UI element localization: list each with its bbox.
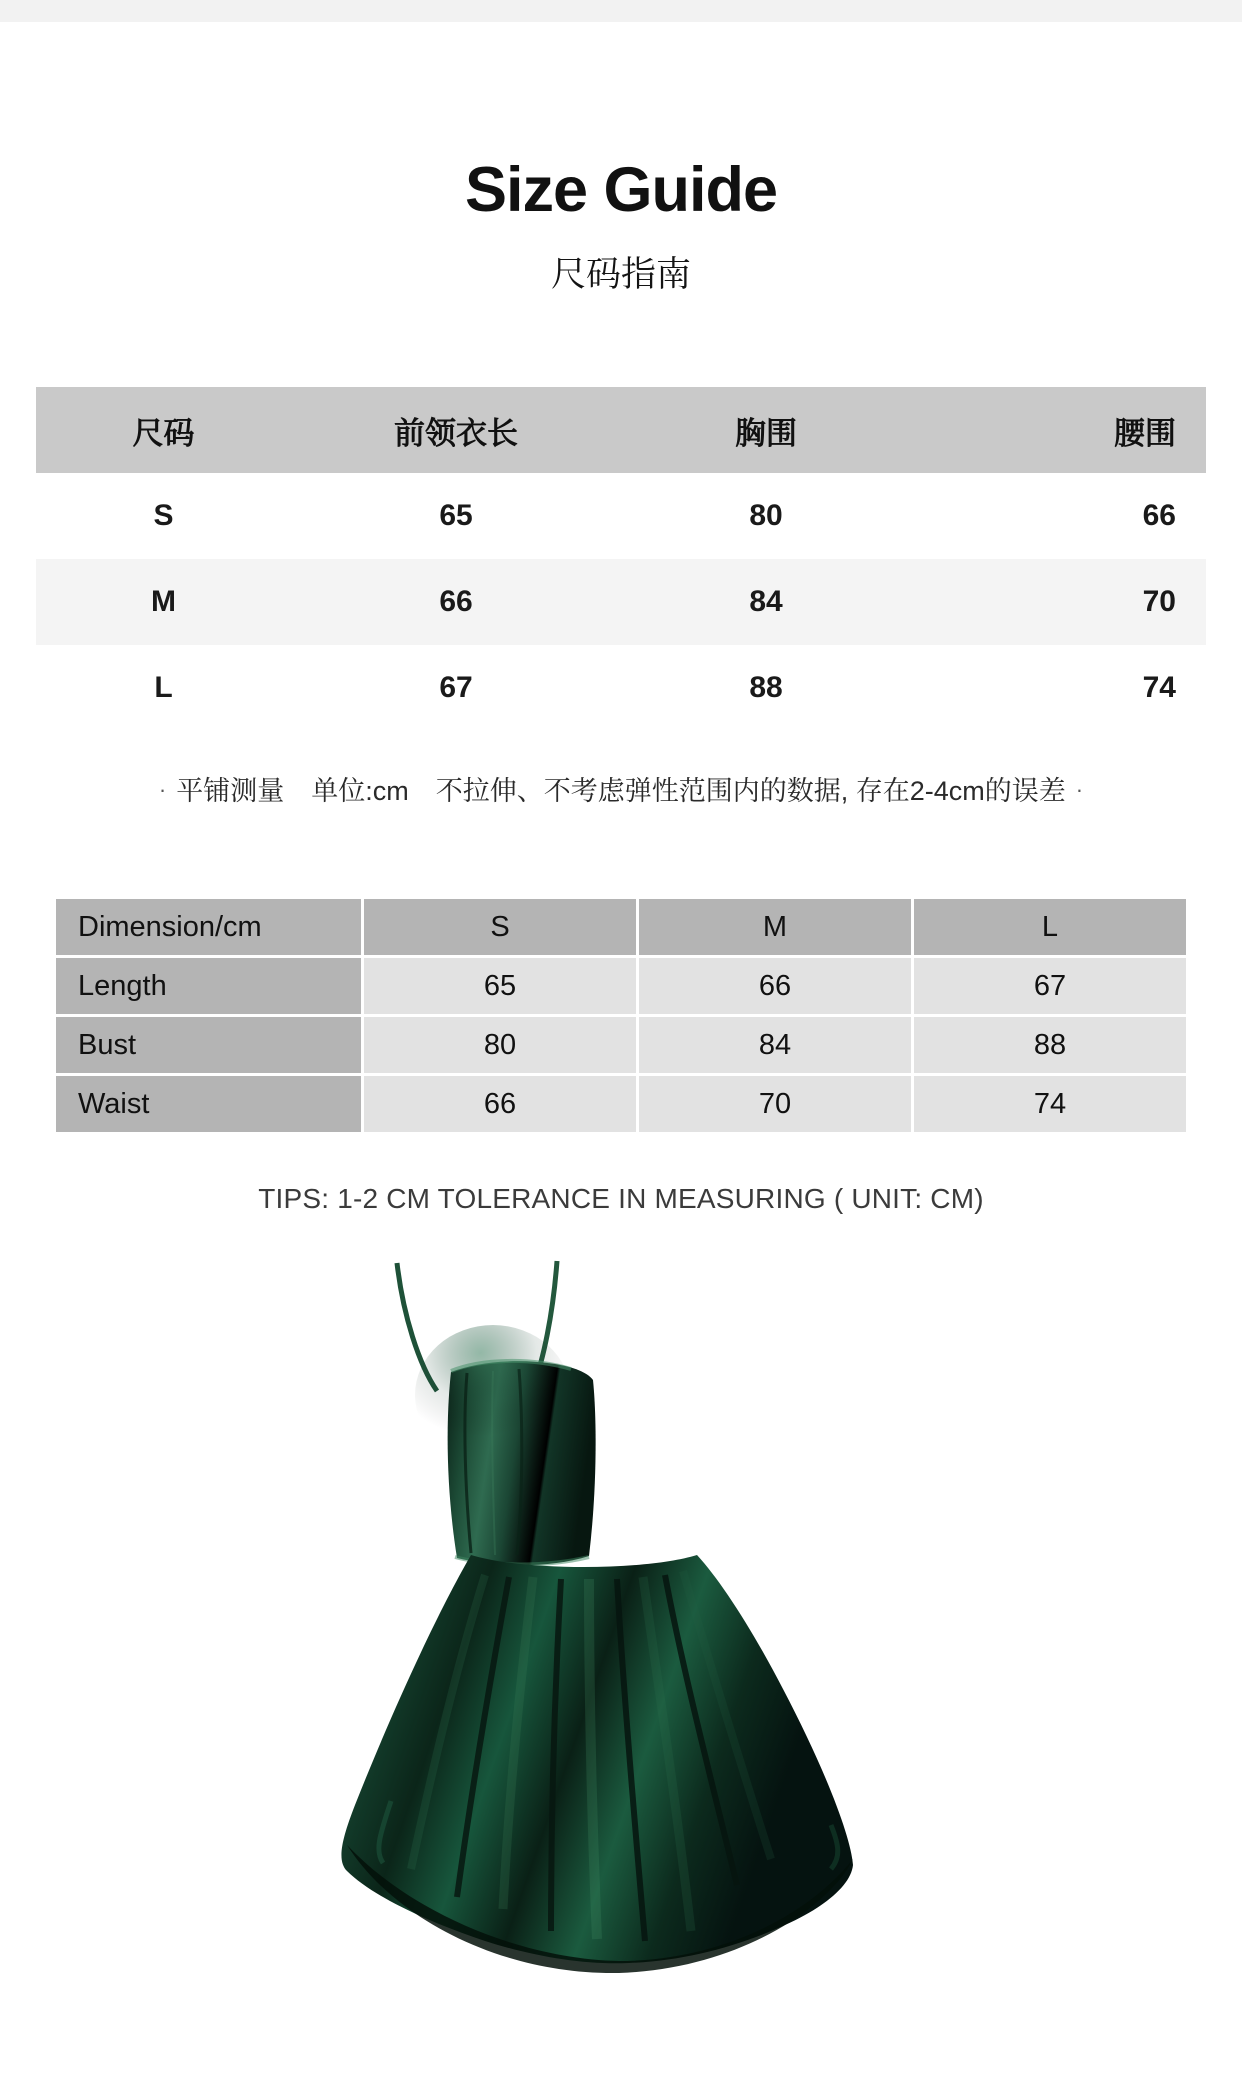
table-header-row — [56, 899, 1186, 955]
tolerance-tip: TIPS: 1-2 CM TOLERANCE IN MEASURING ( UNIT: CM) — [258, 1183, 984, 1215]
row-label-waist: Waist — [56, 1076, 361, 1132]
cell-size: L — [36, 645, 291, 731]
page-title: Size Guide — [464, 155, 778, 225]
size-table-cn — [36, 387, 1206, 731]
column-header-m: M — [639, 899, 911, 955]
cell-waist-m: 70 — [639, 1076, 911, 1132]
page-subtitle: 尺码指南 — [550, 255, 691, 295]
product-image-container — [0, 1245, 1242, 2005]
top-strip — [0, 0, 1242, 22]
cell-size: S — [36, 473, 291, 559]
column-header-length: 前领衣长 — [291, 387, 621, 473]
bullet-dot-right: · — [1075, 777, 1084, 803]
table-row — [56, 1017, 1186, 1073]
column-header-dimension: Dimension/cm — [56, 899, 361, 955]
cell-length-s: 65 — [364, 958, 636, 1014]
cell-length: 65 — [291, 473, 621, 559]
cell-bust: 84 — [621, 559, 911, 645]
measurement-note — [0, 769, 1242, 808]
table-row — [56, 958, 1186, 1014]
table-header-row — [36, 387, 1206, 473]
cell-length-l: 67 — [914, 958, 1186, 1014]
cell-waist: 74 — [911, 645, 1206, 731]
cell-waist-s: 66 — [364, 1076, 636, 1132]
column-header-size: 尺码 — [36, 387, 291, 473]
row-label-bust: Bust — [56, 1017, 361, 1073]
green-velvet-slip-dress-image — [271, 1245, 971, 2005]
cell-waist: 66 — [911, 473, 1206, 559]
cell-bust-m: 84 — [639, 1017, 911, 1073]
table-row — [36, 473, 1206, 559]
title-block — [0, 157, 1242, 297]
cell-length: 66 — [291, 559, 621, 645]
cell-length-m: 66 — [639, 958, 911, 1014]
bullet-dot-left: · — [158, 777, 167, 803]
table-row — [36, 645, 1206, 731]
cell-length: 67 — [291, 645, 621, 731]
column-header-l: L — [914, 899, 1186, 955]
table-row — [56, 1076, 1186, 1132]
cell-bust-l: 88 — [914, 1017, 1186, 1073]
cell-size: M — [36, 559, 291, 645]
table-row — [36, 559, 1206, 645]
column-header-bust: 胸围 — [621, 387, 911, 473]
size-table-en — [53, 896, 1189, 1135]
measurement-note-text: 平铺测量 单位:cm 不拉伸、不考虑弹性范围内的数据, 存在2-4cm的误差 — [176, 776, 1066, 807]
row-label-length: Length — [56, 958, 361, 1014]
cell-waist: 70 — [911, 559, 1206, 645]
cell-bust-s: 80 — [364, 1017, 636, 1073]
cell-bust: 88 — [621, 645, 911, 731]
column-header-waist: 腰围 — [911, 387, 1206, 473]
cell-waist-l: 74 — [914, 1076, 1186, 1132]
cell-bust: 80 — [621, 473, 911, 559]
column-header-s: S — [364, 899, 636, 955]
